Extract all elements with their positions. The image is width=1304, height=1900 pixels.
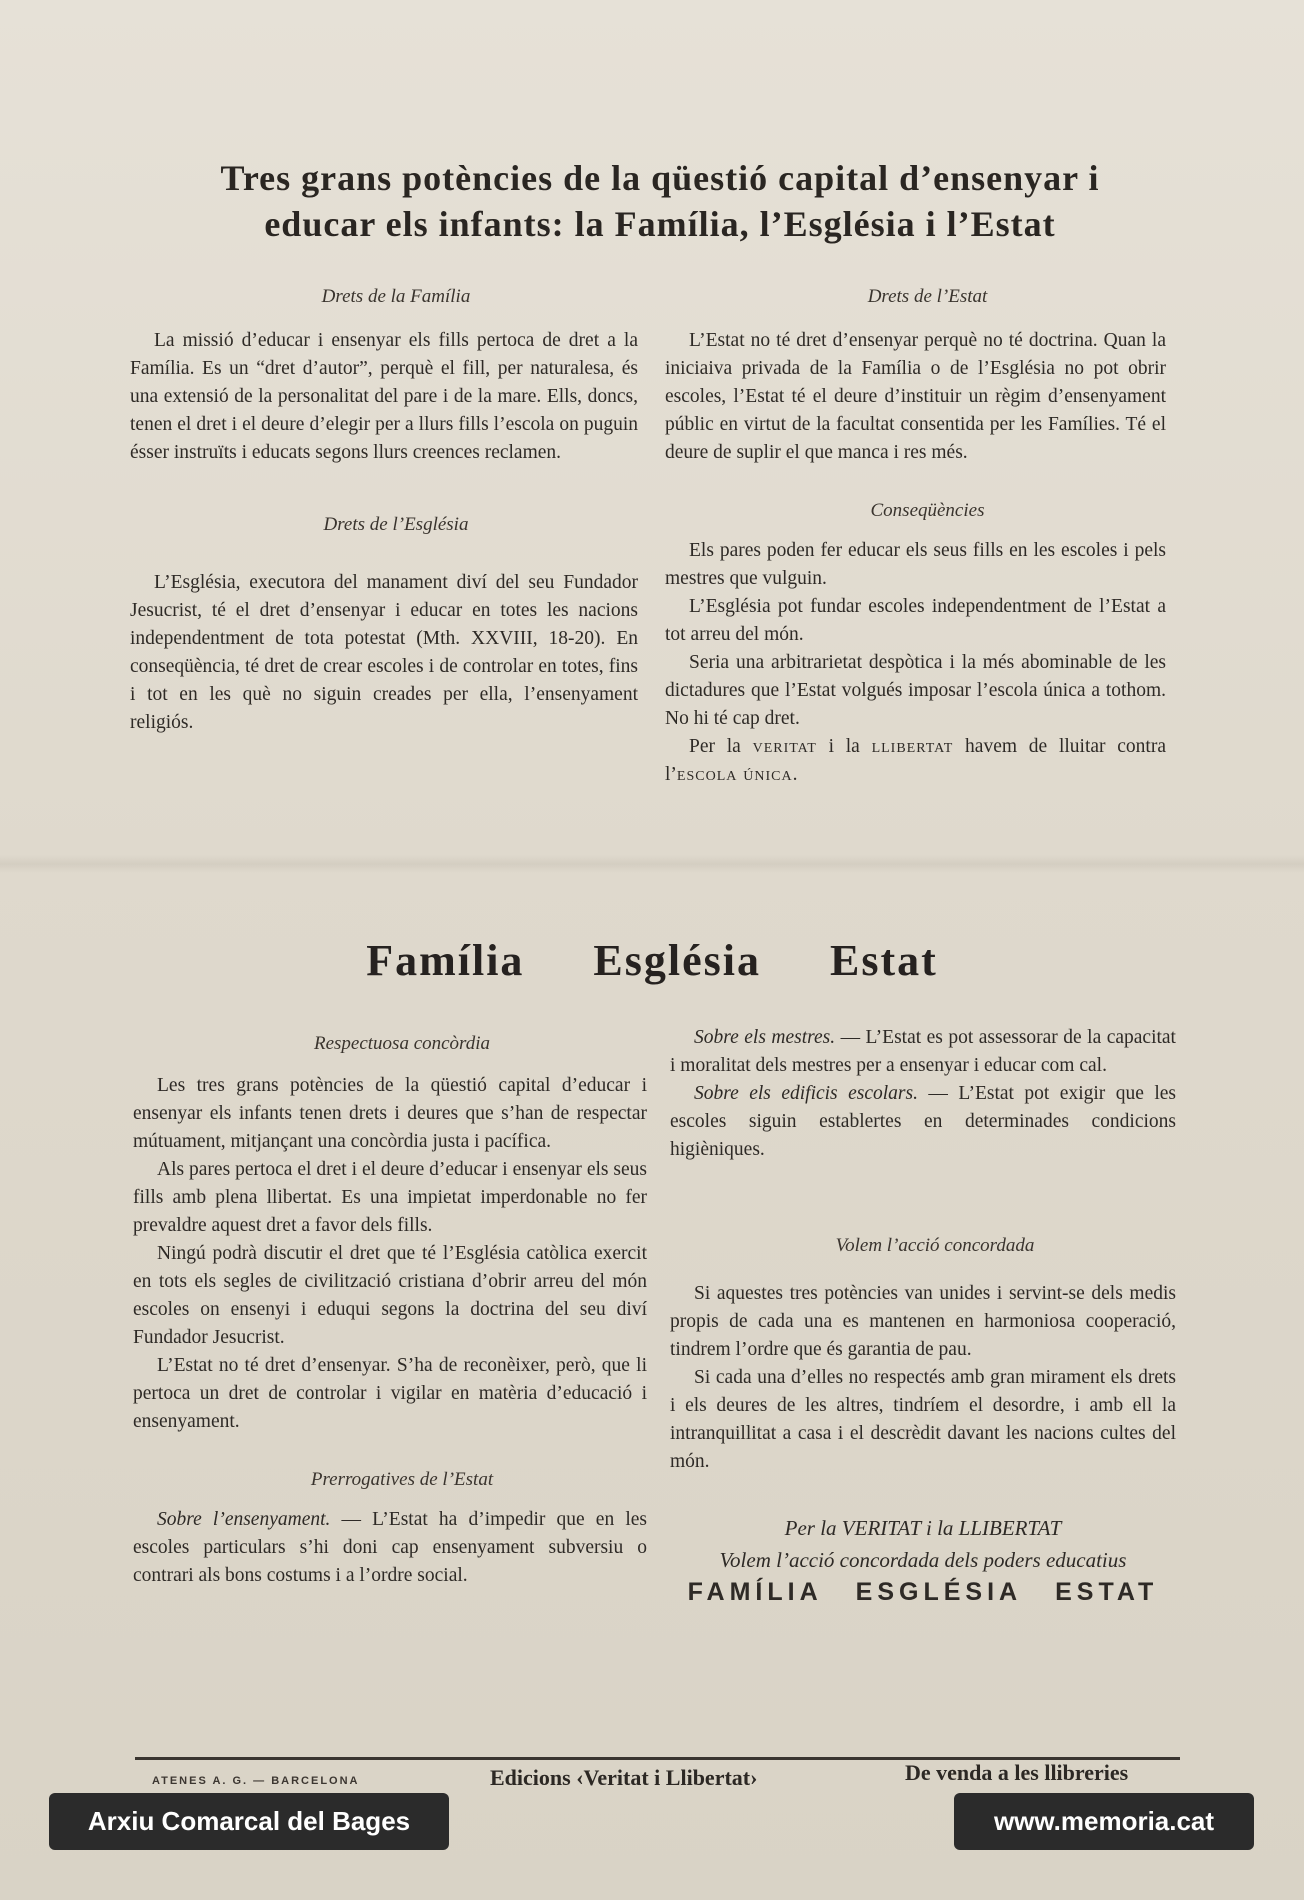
ensenyament-text: — L’Estat ha d’impedir que en les escoles particulars s’hi doni cap ensenyament subversiu o contrari als bons costums i a l’ordre social. [133,1509,647,1586]
top-right-column [665,283,1166,789]
section-heading-estat: Drets de l’Estat [867,286,988,307]
text-fragment: Per la [689,736,741,757]
paragraph-concordia-4: L’Estat no té dret d’ensenyar. S’ha de reconèixer, però, que li pertoca un dret de controlar i vigilar en matèria d’educació i ensenyament. [133,1355,647,1432]
editions-label: Edicions ‹Veritat i Llibertat› [490,1765,758,1790]
mestres-text: — L’Estat es pot assessorar de la capacitat i moralitat dels mestres per a ensenyar i educar com cal. [670,1027,1176,1076]
paragraph-ensenyament [133,1506,647,1590]
sale-label: De venda a les llibreries [905,1760,1129,1785]
paragraph-estat: L’Estat no té dret d’ensenyar perquè no té doctrina. Quan la iniciaiva privada de la Família o de l’Església no pot obrir escoles, l’Estat té el deure d’instituir un règim d’ensenyament públic en virtut de la facultat consentida per les Famílies. Té el deure de suplir el que manca i res més. [665,330,1166,463]
main-title-line-1: Tres grans potències de la qüestió capital d’ensenyar i [220,158,1100,198]
closing-line-2: Volem l’acció concordada dels poders educatius [719,1548,1127,1572]
paragraph-concordia-1: Les tres grans potències de la qüestió capital d’educar i ensenyar els infants tenen drets i deures que s’han de respectar mútuament, mitjançant una concòrdia justa i pacífica. [133,1075,647,1152]
mestres-label: Sobre els mestres. [694,1027,836,1048]
llibertat-smallcaps: llibertat [871,736,954,757]
section-heading-concordia: Respectuosa concòrdia [313,1033,491,1054]
paragraph-volem-2: Si cada una d’elles no respectés amb gran mirament els drets i els deures de les altres, tindríem el desordre, i amb ell la intranquillitat a casa i el descrèdit davant les nacions cultes del món. [670,1367,1176,1472]
section-heading-consequencies: Conseqüències [870,500,985,521]
section-heading-prerrogatives: Prerrogatives de l’Estat [310,1469,494,1490]
bottom-right-column [670,1024,1176,1606]
main-title [110,155,1210,247]
paragraph-edificis [670,1080,1176,1164]
text-fragment: havem de lluitar contra l’ [665,736,1166,785]
paragraph-concordia-3: Ningú podrà discutir el dret que té l’Església catòlica exercit en tots els segles de civilització cristiana d’obrir arreu del món escoles on ensenyi i eduqui segons la doctrina del seu diví Fundador Jesucrist. [133,1243,647,1348]
section-heading-volem: Volem l’acció concordada [835,1235,1035,1256]
text-fragment: i la [828,736,860,757]
paragraph-esglesia: L’Església, executora del manament diví del seu Fundador Jesucrist, té el dret d’ensenyar i educar en totes les nacions independentment de tota potestat (Mth. XXVIII, 18-20). En conseqüència, té dret de crear escoles i de controlar en totes, fins i tot en les què no siguin creades per ella, l’ensenyament religiós. [130,572,638,733]
text-fragment: . [792,764,798,785]
closing-line-1: Per la VERITAT i la LLIBERTAT [784,1516,1062,1540]
paragraph-volem-1: Si aquestes tres potències van unides i servint-se dels medis propis de cada una es mantenen en harmoniosa cooperació, tindrem l’ordre que és garantia de pau. [670,1283,1176,1360]
section-heading-esglesia: Drets de l’Església [323,514,469,535]
top-left-column [130,283,638,737]
ensenyament-label: Sobre l’ensenyament. [157,1509,331,1530]
edificis-label: Sobre els edificis escolars. [694,1083,918,1104]
closing-line-3: FAMÍLIA ESGLÉSIA ESTAT [687,1578,1159,1606]
closing-block [670,1512,1176,1606]
section-heading-familia: Drets de la Família [321,286,471,307]
bottom-left-column [133,1030,647,1590]
paragraph-concordia-2: Als pares pertoca el dret i el deure d’educar i ensenyar els seus fills amb plena llibertat. Es una impietat imperdonable no fer prevaldre aquest dret a favor dels fills. [133,1159,647,1236]
paragraph-consequencies-2: L’Església pot fundar escoles independentment de l’Estat a tot arreu del món. [665,596,1166,645]
paragraph-consequencies-4 [665,733,1166,789]
escola-unica-smallcaps: escola única [676,764,793,785]
website-watermark: www.memoria.cat [954,1793,1254,1850]
big-heading: Família Església Estat [366,936,938,985]
main-title-line-2: educar els infants: la Família, l’Església i l’Estat [264,204,1056,244]
paragraph-consequencies-3: Seria una arbitrarietat despòtica i la més abominable de les dictadures que l’Estat volgués imposar l’escola única a tothom. No hi té cap dret. [665,652,1166,729]
edificis-text: — L’Estat pot exigir que les escoles siguin establertes en determinades condicions higièniques. [670,1083,1176,1160]
paper-fold [0,855,1304,873]
paragraph-consequencies-1: Els pares poden fer educar els seus fills en les escoles i pels mestres que vulguin. [665,540,1166,589]
veritat-smallcaps: veritat [752,736,817,757]
paragraph-familia: La missió d’educar i ensenyar els fills pertoca de dret a la Família. Es un “dret d’autor”, perquè el fill, per naturalesa, és una extensió de la personalitat del pare i de la mare. Ells, doncs, tenen el dret i el deure d’elegir per a llurs fills l’escola on puguin ésser instruïts i educats segons llurs creences reclamen. [130,330,638,463]
paragraph-mestres [670,1024,1176,1080]
printer-imprint: ATENES A. G. — BARCELONA [152,1775,360,1787]
archive-watermark: Arxiu Comarcal del Bages [49,1793,449,1850]
